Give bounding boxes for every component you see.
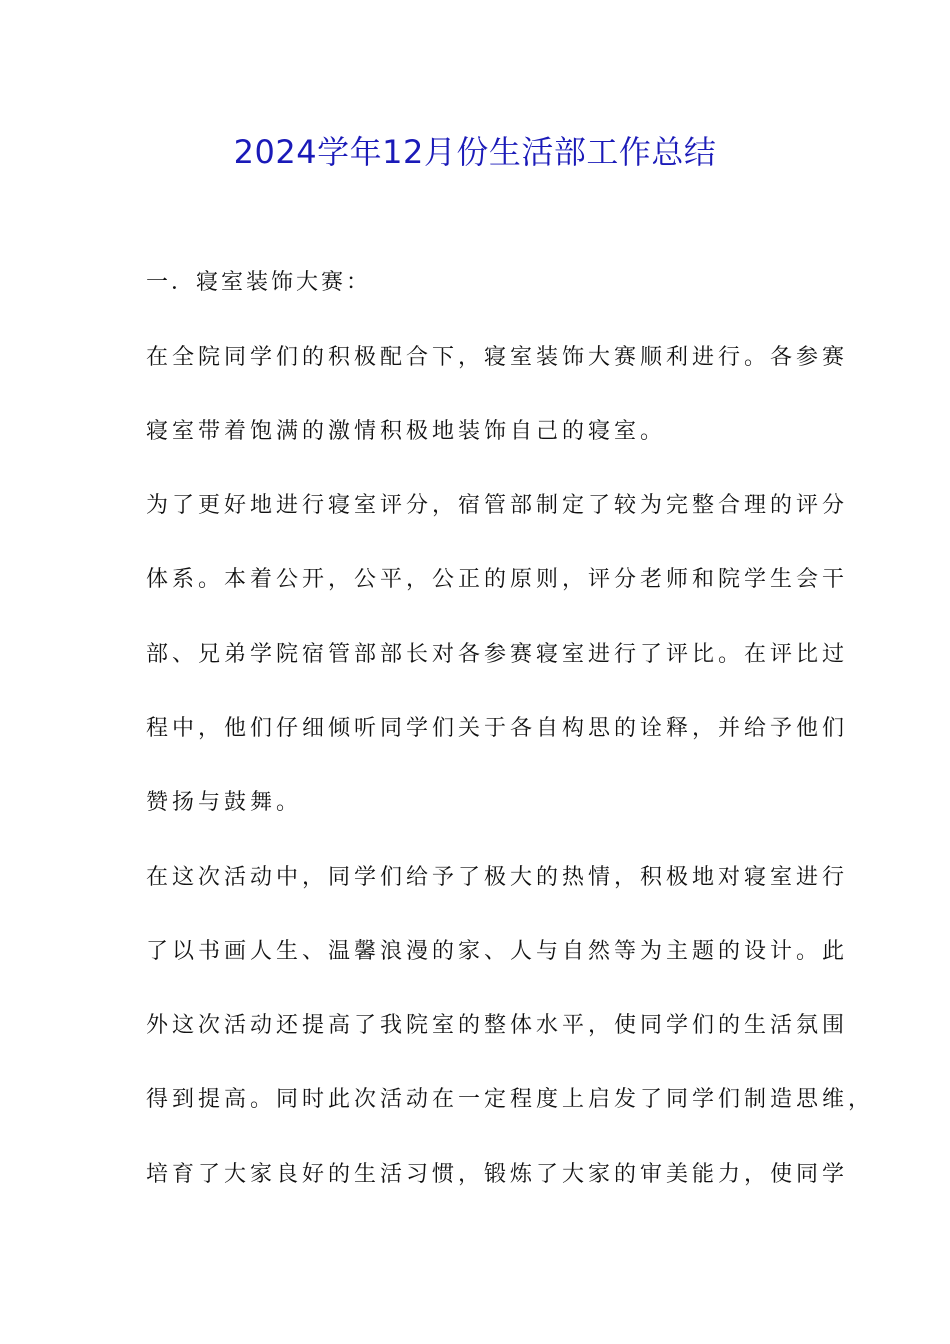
paragraph-line: 寝室带着饱满的激情积极地装饰自己的寝室。 — [146, 419, 667, 444]
paragraph-line: 赞扬与鼓舞。 — [146, 790, 303, 815]
paragraph-line: 体系。本着公开，公平，公正的原则，评分老师和院学生会干 — [146, 567, 849, 592]
paragraph-line: 程中，他们仔细倾听同学们关于各自构思的诠释，并给予他们 — [146, 716, 849, 741]
paragraph-line: 培育了大家良好的生活习惯，锻炼了大家的审美能力，使同学 — [146, 1162, 849, 1187]
paragraph-line: 在全院同学们的积极配合下，寝室装饰大赛顺利进行。各参赛 — [146, 345, 849, 370]
document-title: 2024学年12月份生活部工作总结 — [233, 133, 717, 171]
paragraph-line: 得到提高。同时此次活动在一定程度上启发了同学们制造思维， — [146, 1087, 875, 1112]
paragraph-line: 了以书画人生、温馨浪漫的家、人与自然等为主题的设计。此 — [146, 939, 849, 964]
paragraph-line: 外这次活动还提高了我院室的整体水平，使同学们的生活氛围 — [146, 1013, 849, 1038]
paragraph-line: 在这次活动中，同学们给予了极大的热情，积极地对寝室进行 — [146, 865, 849, 890]
paragraph-line: 为了更好地进行寝室评分，宿管部制定了较为完整合理的评分 — [146, 493, 849, 518]
paragraph-line: 部、兄弟学院宿管部部长对各参赛寝室进行了评比。在评比过 — [146, 642, 849, 667]
section-heading: 一．寝室装饰大赛： — [146, 270, 372, 295]
